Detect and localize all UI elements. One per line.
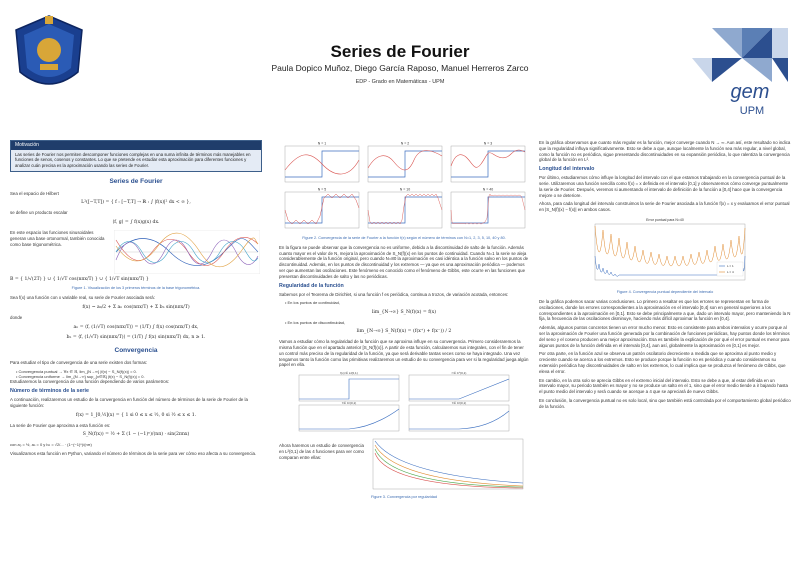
fourier-series-intro: La serie de Fourier que aproxima a esta función es: (10, 422, 111, 428)
coeff-b-formula: bₙ = ⟨f, (1/√T) sin(nπx/T)⟩ = (1/T) ∫ f(x) sin(nπx/T) dx, n ≥ 1. (66, 335, 206, 341)
col3-paragraph-3: Además, algunos puntos concretos tienen un error mucho menor. Esto es consistente para ambos intervalos y ocurre porque al ser la aproximación de Fourier una función generada por la combinación de funciones periódicas, hay puntos donde los términos del seno y el coseno producen una mejor aproximación. Esa es también la explicación de por qué el error puntual es menor para algunos puntos de la función definida en el intervalo [0,4], aun así, globalmente la aproximación en [0,1] es mejor. (539, 325, 790, 348)
fig4-legend-1: L = 1 (727, 264, 734, 269)
col3-paragraph-6: En conclusión, la convergencia puntual no es solo local, sino que también está controlada por el comportamiento global periódico de la función. (539, 398, 791, 409)
fourier-coeffs: con a₀ = ½, aₙ = 0 y bₙ = √2/... · (1−(−1)ⁿ)/(nπ) (10, 442, 92, 448)
coeff-a-formula: aₙ = ⟨f, (1/√T) cos(nπx/T)⟩ = (1/T) ∫ f(x) cos(nπx/T) dx, (73, 325, 199, 331)
fig4-title: Error puntual para N=40 (646, 218, 684, 223)
fig3-panel-title-3: f ∈ C¹(0,1) (341, 401, 357, 406)
gem-logo-text: gem (730, 81, 770, 103)
motivation-title: Motivación (11, 141, 261, 150)
fig2-panel-3 (451, 142, 525, 183)
figure-1-plot (114, 230, 260, 274)
fig3-text: Ahora haremos un estudio de convergencia en L²(0,1) de las 4 funciones para ver como comparan entre ellas: (279, 443, 364, 460)
fig3-panel-2 (409, 371, 509, 401)
figure-1-caption: Figure 1. Visualización de los 3 primeros términos de la base trigonométrica. (71, 286, 201, 291)
poster-header (0, 0, 800, 128)
figure-2-plot-grid (279, 140, 529, 232)
fig3-panel-title-1: f(x) ∈ L²(0,1) (340, 371, 358, 376)
fig2-panel-title-2: N = 2 (400, 141, 410, 146)
regularity-formula-1: lim_{N→∞} S_N(f)(x) = f(x) (371, 309, 437, 315)
figure-3-plot-grid (279, 371, 529, 433)
gem-upm-logo (682, 20, 792, 120)
figure-3-l2-plot (369, 435, 527, 493)
fig4-legend-2: L = 4 (727, 270, 734, 275)
col3-paragraph-4: Por otra parte, en la función azul se observa un patrón oscilatorio decreciente a medida que se aproxima al punto medio y creciente cuando se acerca a los extremos. Esto se produce porque la función no es periódica y cuando consideramos su extensión periódica hay discontinuidades de salto en los extremos, lo cual implica que se produzca el fenómeno de Gibbs, que eleva el error. (539, 351, 786, 374)
fig3-panel-title-4: f ∈ C²(0,1) (451, 401, 467, 406)
fig2-panel-title-5: N = 10 (399, 187, 411, 192)
series-formula: f(x) ~ a₀/2 + Σ aₙ cos(nπx/T) + Σ bₙ sin(nπx/T) (82, 305, 190, 311)
fig2-panel-2 (368, 142, 442, 183)
poster-affiliation: EDP - Grado en Matemáticas - UPM (355, 79, 445, 85)
figure-3-caption: Figure 3. Convergencia por regularidad (370, 495, 438, 500)
convergence-bullet-1: • Convergencia puntual → ∀x ∈ ℝ, lim_{N→∞} |f(x) − S_N(f)(x)| = 0. (16, 368, 137, 374)
fig2-panel-title-1: N = 1 (317, 141, 327, 146)
donde-label: donde (10, 315, 23, 321)
visualization-text: Visualizamos esta función en Python, variando el número de términos de la serie para ver cómo eso afecta a su convergencia. (10, 450, 257, 456)
poster-authors: Paula Dopico Muñoz, Diego García Raposo, Manuel Herreros Zarco (271, 63, 529, 73)
regularity-formula-2: lim_{N→∞} S_N(f)(x) = (f(x⁺) + f(x⁻)) / 2 (356, 329, 452, 335)
hilbert-intro: Sea el espacio de Hilbert (10, 190, 59, 196)
fig2-panel-4 (285, 188, 359, 229)
nterms-heading: Número de términos de la serie (10, 387, 89, 394)
motivation-text: Las series de Fourier nos permiten descomponer funciones complejas en una suma infinita de términos más manejables en funciones de senos, cosenos y constantes. Lo que se pretende es estudiar esta aproximación para diferentes funciones y analizar cuán precisa es la aproximación usando las series de Fourier. (11, 150, 261, 171)
inner-intro: se define un producto escalar (10, 210, 68, 216)
convergence-bullet-2: • Convergencia uniforme → lim_{N→∞} sup_{x∈ℝ} |f(x) − S_N(f)(x)| = 0. (16, 373, 145, 379)
nterms-text: A continuación, realizaremos un estudio de la convergencia en función del número de términos de la serie de Fourier de la siguiente función: (10, 396, 248, 408)
fig2-panel-title-4: N = 5 (317, 187, 327, 192)
fig2-panel-6 (451, 188, 525, 229)
col3-paragraph-2: De la gráfica podemos sacar varias conclusiones. Lo primero a resaltar es que los errores se representan en forma de oscilaciones, donde los errores correspondientes a la aproximación en el intervalo [0,4] son en general superiores a los correspondientes a la aproximación en [0,1]. Esto se debe principalmente a que, dado un intervalo mayor, pero manteniendo la N fija, la frecuencia de las oscilaciones disminuye, haciendo más difícil aproximar la función en [0,4]. (539, 298, 791, 322)
convergence-study: Estudiaremos la convergencia de una función dependiendo de varios parámetros: (10, 379, 170, 385)
regularity-text: Sabemos por el Teorema de Dirichlet, si una función f es periódica, continua a trozos, de variación acotada, entonces: (279, 291, 509, 297)
col2-paragraph-1: En la figura se puede observar que la convergencia no es uniforme, debido a la discontinuidad de salto de la función. Además cuanto mayor es el valor de N, mejora la aproximación de S_N(f)(x) en los puntos de continuidad. Cuando N=1 la serie se aleja considerablemente de la función original, pero cuando N=80 la aproximación es casi idéntica a la función salvo en los puntos de discontinuidad. Además, en los puntos de discontinuidad y los extremos — ya que es una aproximación periódica — podemos ver que aumentan las oscilaciones. Este fenómeno es conocido como el fenómeno de Gibbs, este ocurre en las funciones que presentan discontinuidades de salto y las no periódicas. (279, 244, 529, 279)
figure-4-caption: Figure 4. Convergencia puntual dependiente del intervalo (616, 289, 714, 294)
poster-title: Series de Fourier (330, 42, 470, 61)
inner-formula: ⟨f, g⟩ = ∫ f(x)g(x) dx. (112, 220, 160, 226)
fig3-panel-3 (299, 401, 399, 431)
motivation-box (10, 140, 262, 172)
figure-4-plot (539, 216, 791, 286)
fig2-panel-title-6: N = 40 (482, 187, 494, 192)
col2-paragraph-2: Vamos a estudiar cómo la regularidad de la función que se aproxima influye en su convergencia. Primero consideraremos la misma función que en el apartado anterior [S_N(f)(x)]. A partir de esta función, calcularemos sus integrales, con el fin de tener un control más preciso de la regularidad de la función, ya que será derivable tantas veces como se haya integrado. Una vez tengamos tanto la función como las primitivas realizaremos un estudio de su convergencia para ver si la regularidad juega algún papel en ella. (279, 339, 529, 368)
l2-formula: L²([−T,T]) = { f : [−T,T] → ℝ : ∫ |f(x)|² dx < ∞ }, (81, 200, 191, 206)
interval-heading: Longitud del intervalo (539, 166, 595, 173)
col3-paragraph-5: En cambio, en la otra solo se aprecia Gibbs en el extremo inicial del intervalo. Esto se debe a que, al estar definida en un intervalo mayor, su periodo también es mayor y no se produce un salto en el 1, sino que el error medio tiende a ir bajando hasta el punto medio del intervalo y será cuando se acerque a 4 que se apreciará de nuevo Gibbs. (539, 377, 788, 395)
column-1 (10, 140, 262, 460)
col3-paragraph-1: En la gráfica observamos que cuanto más regular es la función, mejor converge cuando N → ∞. Aun así, este resultado no indica que la regularidad influya significativamente. Esto se debe a que, aunque localmente la función sea más regular, a nivel global, como la función no es periódica, sigue presentando discontinuidades en su expansión periódica, lo que ralentiza la convergencia global de la función en L². (539, 140, 791, 163)
series-intro: Sea f(x) una función con x variable real, su serie de Fourier asociada será: (10, 295, 155, 301)
fourier-series-formula: S_N(f(x)) = ½ + Σ (1 − (−1)ⁿ)/(nπ) · sin(2πnx) (82, 432, 190, 438)
interval-text: Por último, estudiaremos cómo influye la longitud del intervalo con el que estamos trabajando en la convergencia puntual de la serie. Utilizaremos una función sencilla como f(x) = x definida en el intervalo [0,1] y observaremos cómo converge puntualmente la serie de Fourier. Después, veremos si aumentando el intervalo de definición de la función a [0,4] hace que la convergencia mejore o se deteriore. (539, 175, 789, 198)
interval-text-2: Ahora, para cada longitud del intervalo construimos la serie de Fourier asociada a la función f(x) = x y evaluamos el error puntual en |S_N(f)(x) − f(x)| en ambos casos. (539, 201, 790, 213)
step-function-formula: f(x) = 1_[0,½](x) = { 1 si 0 ≤ x ≤ ½, 0 si ½ ≤ x ≤ 1. (75, 412, 197, 418)
fig3-panel-1 (299, 371, 399, 401)
fig3-l2-row (279, 435, 529, 493)
fig2-panel-1 (285, 142, 359, 183)
basis-formula: B = { 1/√(2T) } ∪ { 1/√T cos(nπx/T) } ∪ { 1/√T sin(nπx/T) } (10, 277, 149, 283)
fig2-panel-5 (368, 188, 442, 229)
fig2-panel-title-3: N = 3 (483, 141, 493, 146)
figure-2-caption: Figure 2. Convergencia de la serie de Fourier a la función f(x) según el número de términos con N=1, 2, 3, 5, 10, 40 y 80. (302, 235, 506, 240)
gem-logo-sub: UPM (739, 105, 765, 117)
column-2 (279, 140, 529, 504)
column-3 (539, 140, 791, 413)
regularity-heading: Regularidad de la función (279, 282, 344, 289)
basis-row (10, 230, 262, 274)
fig3-panel-title-2: f ∈ C⁰(0,1) (451, 371, 467, 376)
basis-text: En este espacio las funciones sinusoidales generan una base ortonormal, también conocida como base trigonométrica. (10, 230, 105, 247)
regularity-bullet-1: • En los puntos de continuidad, (285, 300, 340, 306)
fig3-panel-4 (409, 401, 509, 431)
regularity-bullet-2: • En los puntos de discontinuidad, (285, 319, 346, 325)
convergence-intro: Para estudiar el tipo de convergencia de una serie existen dos formas: (10, 359, 148, 365)
series-heading: Series de Fourier (109, 177, 163, 185)
convergence-heading: Convergencia (114, 347, 158, 355)
